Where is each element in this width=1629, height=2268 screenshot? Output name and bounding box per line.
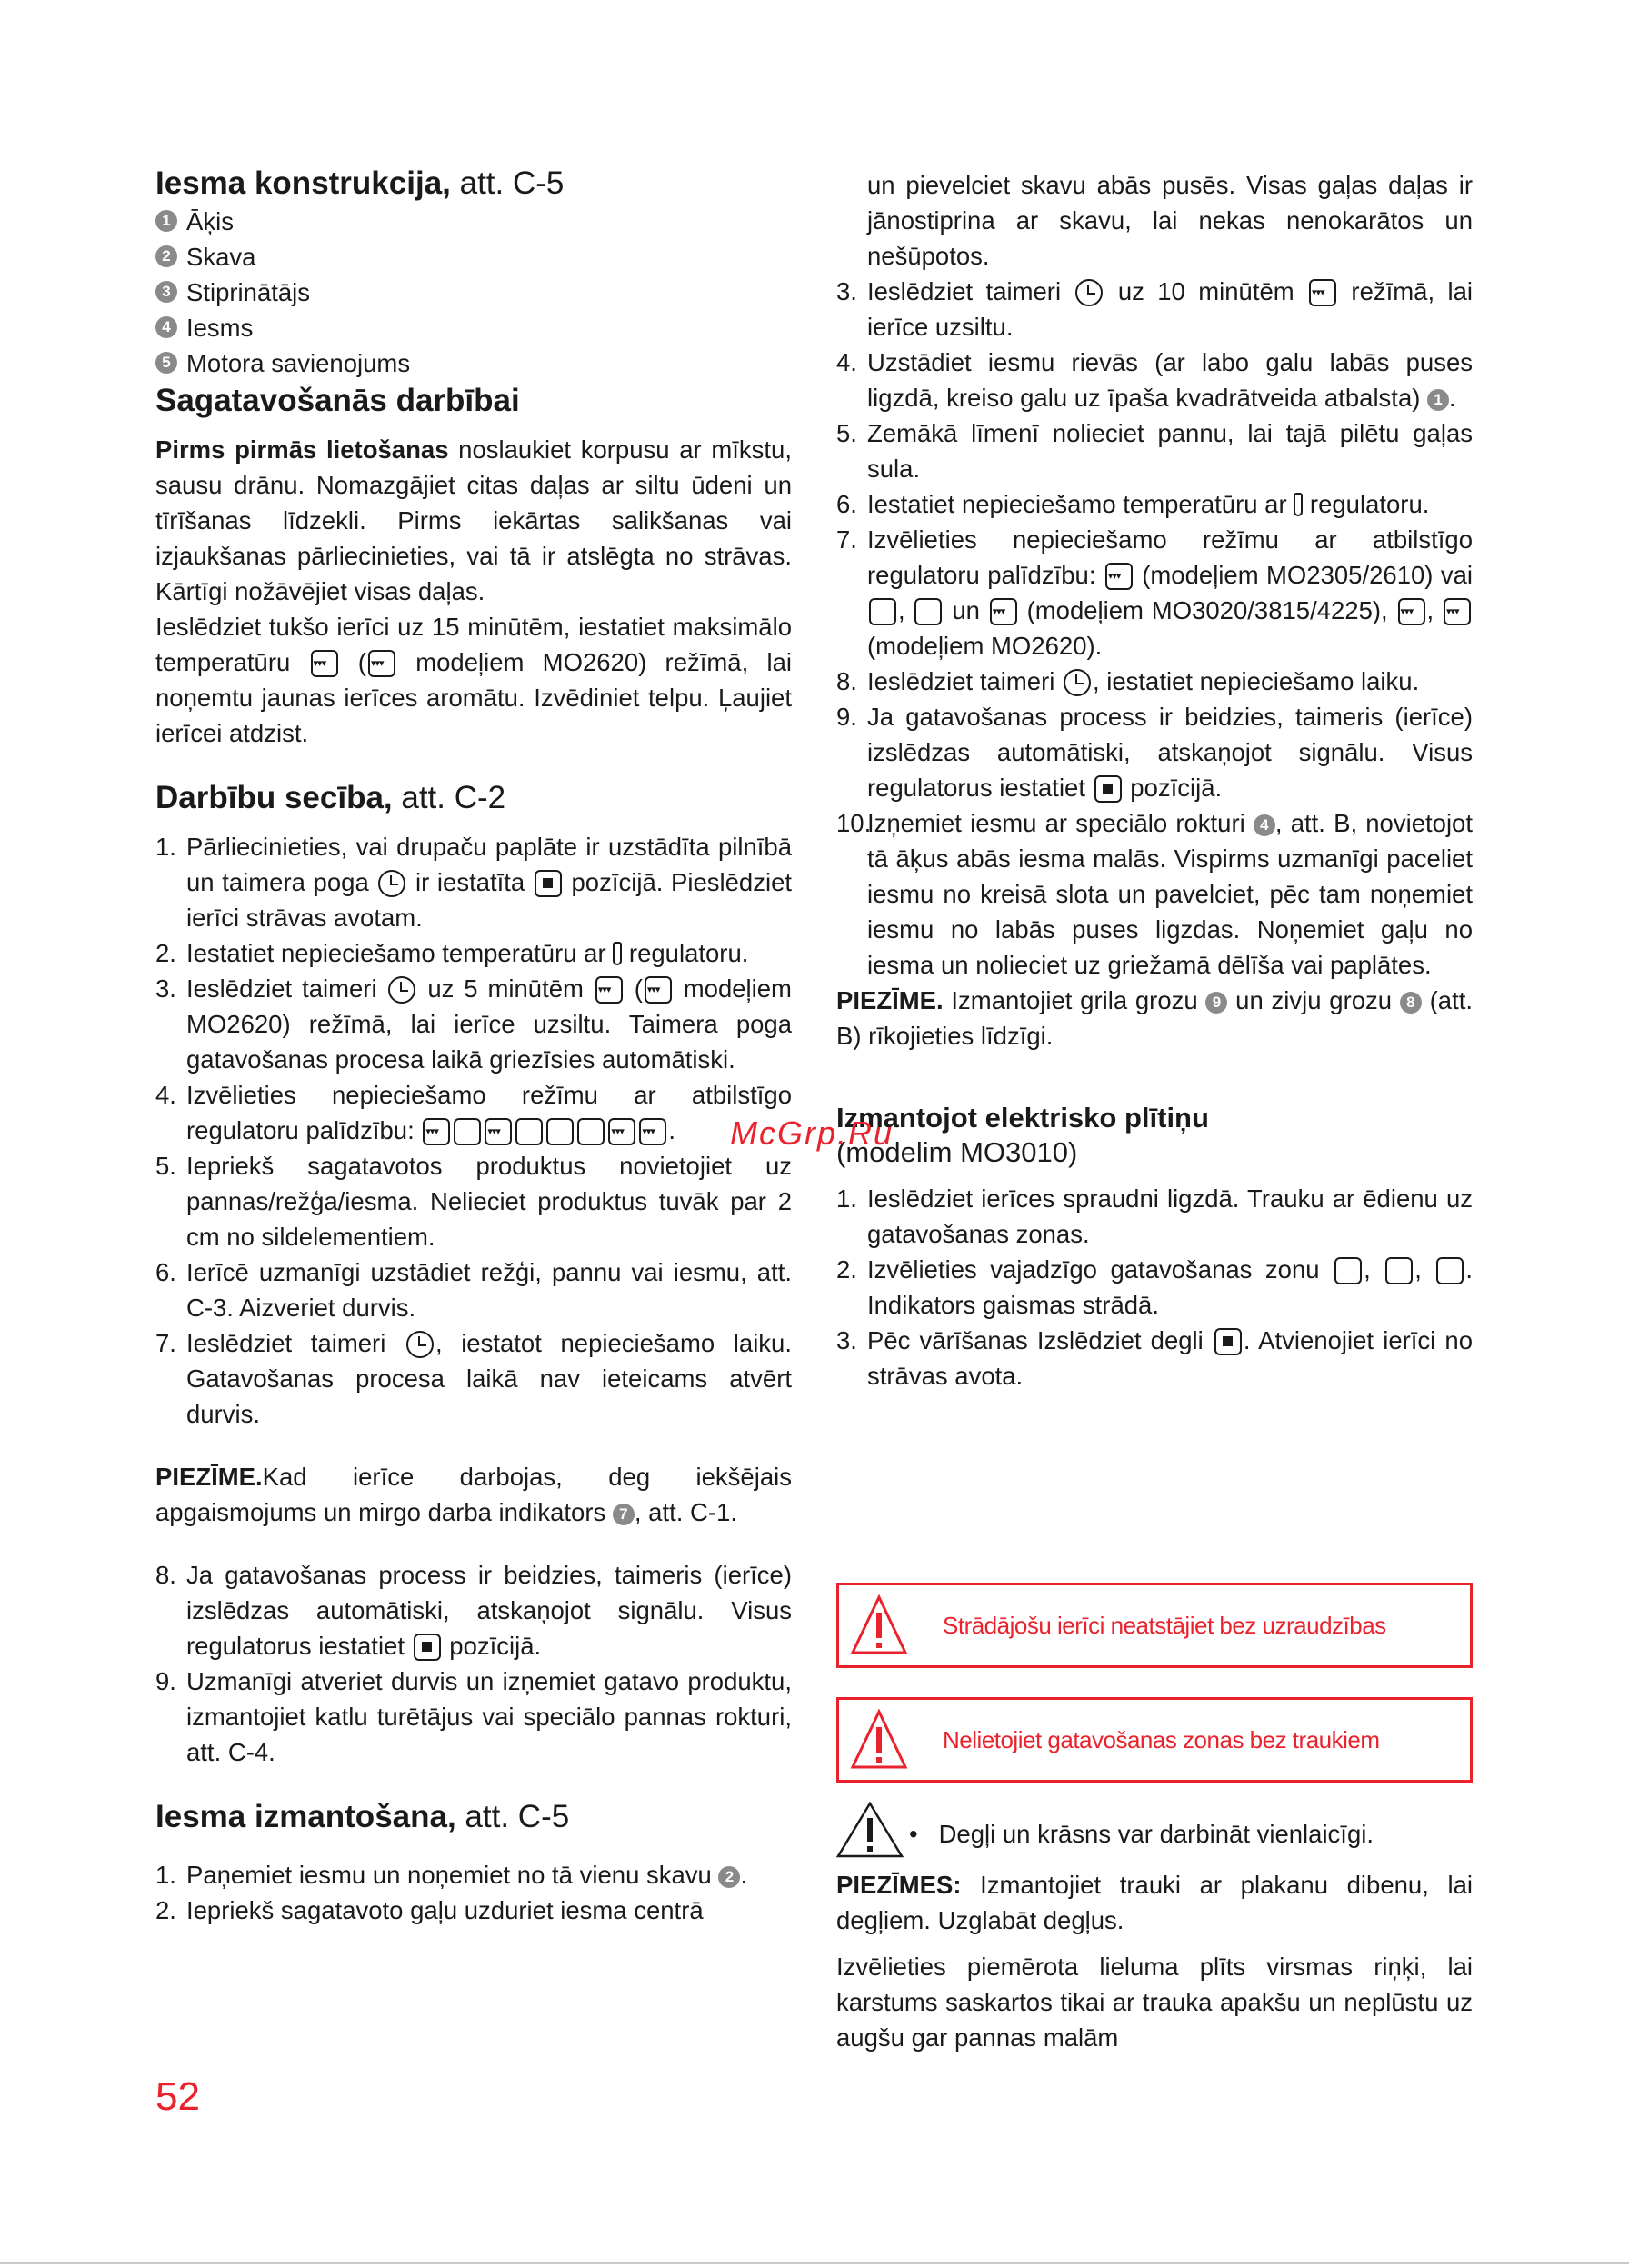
timer-icon <box>388 976 415 1004</box>
stop-icon <box>1214 1328 1242 1355</box>
convection-rotisserie-icon <box>1444 598 1471 625</box>
note-paragraph: PIEZĪME.Kad ierīce darbojas, deg iekšējais apgaismojums un mirgo darba indikators 7 , att. C-1. <box>155 1463 792 1526</box>
caution-icon <box>836 1802 904 1858</box>
number-badge: 2 <box>718 1866 740 1888</box>
list-item: 8. Ja gatavošanas process ir beidzies, taimeris (ierīce) izslēdzas automātiski, atskaņojot signālu. Visus regulatorus iestatiet pozīcijā. <box>155 1561 792 1660</box>
list-item: 2. Izvēlieties vajadzīgo gatavošanas zonu , , . Indikators gaismas strādā. <box>836 1255 1474 1319</box>
list-item: 4 Iesms <box>155 310 792 345</box>
warning-icon <box>850 1594 908 1656</box>
list-item: 2 Skava <box>155 239 792 275</box>
list-item: 1 Āķis <box>155 204 792 239</box>
timer-icon <box>1075 279 1103 306</box>
list-item: 3. Ieslēdziet taimeri uz 5 minūtēm ▾▾▾ (▾▾▾ modeļiem MO2620) režīmā, lai ierīce uzsiltu. Taimera poga gatavošanas procesa laikā griezīsies automātiski. <box>155 971 792 1077</box>
page-number: 52 <box>155 2074 200 2119</box>
fan-heat-icon <box>577 1118 605 1145</box>
right-zone-icon <box>1385 1257 1413 1284</box>
top-bottom-heat-icon <box>595 976 623 1004</box>
number-badge: 1 <box>1427 389 1449 411</box>
list-item: 10. Izņemiet iesmu ar speciālo rokturi 4 , att. B, novietojot tā āķus abās iesma malās. Vispirms uzmanīgi paceliet iesmu no kreisā slota un pavelciet, pēc tam noņemiet iesmu no labās puses ligzdas. Noņemiet gaļu no iesma un nolieciet uz griežamā dēlīša vai paplātes. <box>836 809 1473 979</box>
construction-heading: Iesma konstrukcija, att. C-5 <box>155 165 565 201</box>
list-item: un pievelciet skavu abās pusēs. Visas gaļas daļas ir jānostiprina ar skavu, lai nekas nenokarātos un nešūpotos. <box>867 171 1473 270</box>
note-paragraph: PIEZĪMES: Izmantojiet trauki ar plakanu dibenu, lai degļiem. Uzglabāt degļus. <box>836 1871 1473 1934</box>
list-item: 1. Ieslēdziet ierīces spraudni ligzdā. Trauku ar ēdienu uz gatavošanas zonas. <box>836 1184 1473 1248</box>
convection-heat-icon <box>645 976 672 1004</box>
bottom-heat-icon <box>454 1118 481 1145</box>
list-item: 7. Ieslēdziet taimeri , iestatot nepieciešamo laiku. Gatavošanas procesa laikā nav ieteicams atvērt durvis. <box>155 1329 792 1428</box>
convection-heat-icon <box>368 650 395 677</box>
timer-icon <box>406 1331 434 1358</box>
both-zones-icon <box>1436 1257 1464 1284</box>
notes-block <box>836 1867 1473 2055</box>
top-rotisserie-icon <box>608 1118 635 1145</box>
list-item: 8. Ieslēdziet taimeri , iestatiet nepieciešamo laiku. <box>836 667 1420 695</box>
warning-text: Nelietojiet gatavošanas zonas bez traukiem <box>943 1726 1380 1753</box>
warning-icon <box>850 1709 908 1771</box>
preparation-paragraph: Pirms pirmās lietošanas noslaukiet korpusu ar mīkstu, sausu drānu. Nomazgājiet citas daļas ar siltu ūdeni un tīrīšanas līdzekli. Pirms iekārtas salikšanas vai izjaukšanas pārliecinieties, vai tā ir atslēgta no strāvas. Kārtīgi nožāvējiet visas daļas. <box>155 435 792 605</box>
list-item: 6. Ierīcē uzmanīgi uzstādiet režģi, pannu vai iesmu, att. C-3. Aizveriet durvis. <box>155 1258 792 1322</box>
list-item: 6. Iestatiet nepieciešamo temperatūru ar regulatoru. <box>836 490 1430 518</box>
hotplate-steps-list <box>836 1181 1473 1394</box>
left-zone-icon <box>1334 1257 1362 1284</box>
list-item: 1. Pārliecinieties, vai drupaču paplāte ir uzstādīta pilnībā un taimera poga ir iestatīta pozīcijā. Pieslēdziet ierīci strāvas avotam. <box>155 833 792 932</box>
stop-icon <box>1094 775 1122 803</box>
list-item: 9. Ja gatavošanas process ir beidzies, taimeris (ierīce) izslēdzas automātiski, atskaņojot signālu. Visus regulatorus iestatiet pozīcijā. <box>836 703 1473 802</box>
number-badge: 9 <box>1205 992 1227 1014</box>
preparation-heading: Sagatavošanās darbībai <box>155 383 520 418</box>
timer-icon <box>1064 669 1091 696</box>
rotisserie-icon <box>546 1118 574 1145</box>
thermometer-icon <box>1294 493 1303 516</box>
note-paragraph: PIEZĪME. Izmantojiet grila grozu 9 un zivju grozu 8 (att. B) rīkojieties līdzīgi. <box>836 986 1473 1050</box>
list-item: 7. Izvēlieties nepieciešamo režīmu ar atbilstīgo regulatoru palīdzību: ▾▾▾ (modeļiem MO2305/2610) vai , un ▾▾▾ (modeļiem MO3020/3815/4225), ▾▾▾, ▾▾▾ (modeļiem MO2620). <box>836 522 1473 664</box>
parts-list <box>155 204 792 381</box>
list-item: 3 Stiprinātājs <box>155 275 792 310</box>
list-item: 3. Ieslēdziet taimeri uz 10 minūtēm ▾▾▾ režīmā, lai ierīce uzsiltu. <box>836 274 1473 345</box>
warning-text: Strādājošu ierīci neatstājiet bez uzraudzības <box>943 1612 1386 1639</box>
number-badge: 7 <box>613 1504 635 1525</box>
stop-icon <box>414 1634 441 1661</box>
warning-box <box>836 1583 1473 1668</box>
top-bottom-heat-icon <box>311 650 338 677</box>
note-paragraph: Izvēlieties piemērota lieluma plīts virsmas riņķi, lai karstums saskartos tikai ar trauka apakšu un neplūstu uz augšu gar pannas malām <box>836 1953 1473 2052</box>
list-item: 4. Izvēlieties nepieciešamo režīmu ar atbilstīgo regulatoru palīdzību: ▾▾▾▾▾▾▾▾▾▾▾▾ . <box>155 1077 792 1148</box>
caution-note: • Degļi un krāsns var darbināt vienlaicīgi. <box>909 1820 1374 1848</box>
top-rotisserie-icon <box>1398 598 1425 625</box>
list-item: 2. Iepriekš sagatavoto gaļu uzduriet iesma centrā <box>155 1896 704 1924</box>
top-heat-icon <box>423 1118 450 1145</box>
list-item: 5. Iepriekš sagatavotos produktus novietojiet uz pannas/režģa/iesma. Nelieciet produktus tuvāk par 2 cm no sildelementiem. <box>155 1152 792 1251</box>
number-badge: 5 <box>155 352 177 374</box>
list-item: 2. Iestatiet nepieciešamo temperatūru ar regulatoru. <box>155 939 749 967</box>
list-item: 3. Pēc vārīšanas Izslēdziet degli . Atvienojiet ierīci no strāvas avota. <box>836 1326 1473 1390</box>
hotplate-heading: Izmantojot elektrisko plītiņu <box>836 1102 1209 1134</box>
steps-list <box>155 829 792 1432</box>
steps-list-continued <box>155 1557 792 1770</box>
preparation-paragraph-2: Ieslēdziet tukšo ierīci uz 15 minūtēm, iestatiet maksimālo temperatūru ▾▾▾ (▾▾▾ modeļiem MO2620) režīmā, lai noņemtu jaunas ierīces aromātu. Izvēdiniet telpu. Ļaujiet ierīcei atdzist. <box>155 609 792 751</box>
thermometer-icon <box>613 942 622 965</box>
right-column <box>836 167 1473 1394</box>
list-item: 5. Zemākā līmenī nolieciet pannu, lai tajā pilētu gaļas sula. <box>836 419 1473 483</box>
top-bottom-heat-icon <box>485 1118 512 1145</box>
list-item: 4. Uzstādiet iesmu rievās (ar labo galu labās puses ligzdā, kreiso galu uz īpaša kvadrātveida atbalsta) 1 . <box>836 348 1473 412</box>
fan-icon <box>515 1118 543 1145</box>
list-item: 9. Uzmanīgi atveriet durvis un izņemiet gatavo produktu, izmantojiet katlu turētājus vai speciālo pannas rokturi, att. C-4. <box>155 1667 792 1766</box>
top-bottom-heat-icon <box>1309 279 1336 306</box>
hotplate-subheading: (modelim MO3010) <box>836 1136 1078 1168</box>
watermark: McGrp.Ru <box>730 1114 894 1152</box>
bottom-rule <box>0 2262 1629 2264</box>
number-badge: 3 <box>155 281 177 303</box>
list-item: 1. Paņemiet iesmu un noņemiet no tā vienu skavu 2 . <box>155 1861 748 1889</box>
number-badge: 4 <box>155 316 177 338</box>
top-rotisserie-icon <box>1105 563 1133 590</box>
stop-icon <box>535 870 562 897</box>
number-badge: 4 <box>1254 814 1275 836</box>
left-column <box>155 164 792 1928</box>
convection-heat-icon <box>639 1118 666 1145</box>
number-badge: 1 <box>155 210 177 232</box>
spit-steps-list <box>155 1857 792 1928</box>
timer-icon <box>378 870 405 897</box>
order-heading: Darbību secība, att. C-2 <box>155 780 506 815</box>
list-item: 5 Motora savienojums <box>155 345 792 381</box>
rotisserie-icon <box>869 598 896 625</box>
number-badge: 2 <box>155 245 177 267</box>
spit-heading: Iesma izmantošana, att. C-5 <box>155 1799 570 1834</box>
top-heat-icon <box>990 598 1017 625</box>
spit-steps-continued <box>836 167 1473 983</box>
fan-heat-icon <box>914 598 942 625</box>
number-badge: 8 <box>1400 992 1422 1014</box>
warning-box <box>836 1697 1473 1783</box>
